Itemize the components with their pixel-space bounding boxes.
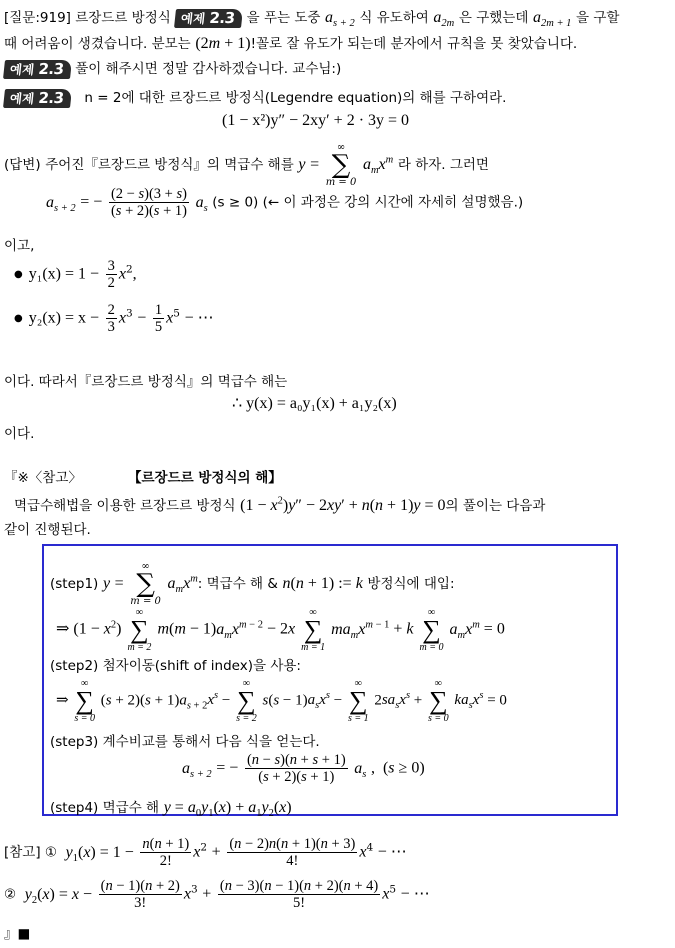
example-badge: 예제 2.3 [174, 9, 243, 28]
reference-header-left: 『※〈참고〉 [4, 470, 82, 486]
recurrence-fraction: $\frac{(2 - s)(3 + s)}{(s + 2)(s + 1)}$ [110, 186, 187, 219]
note-2: ② $y_2(x) = x$ − $\frac{(n - 1)(n + 2)}{3!}$ $x^3$ + $\frac{(n - 3)(n - 1)(n + 2)(n + 4)}{5!}$ $x^5$ − ⋯ [4, 878, 430, 911]
example-badge-2: 예제 2.3 [3, 60, 72, 79]
note-1: [참고] ① $y_1(x) = 1$ − $\frac{n(n + 1)}{2!}$ $x^2$ + $\frac{(n - 2)n(n + 1)(n + 3)}{4!}$ $x^4$ − ⋯ [4, 836, 407, 869]
solution-formula: ∴ y(x) = a₀y₁(x) + a₁y₂(x) [232, 395, 397, 412]
step2-line: (step2) 첨자이동(shift of index)을 사용: [50, 658, 301, 674]
conclusion-text: 이다. 따라서『르장드르 방정식』의 멱급수 해는 [4, 374, 288, 390]
reference-header-right: 【르장드르 방정식의 해】 [128, 470, 282, 486]
step4-line: (step4) 멱급수 해 $y = a_0y_1(x) + a_1y_2(x)$ [50, 799, 292, 820]
reference-line-2: 같이 진행된다. [4, 522, 91, 538]
step1-line: (step1) y = ∞ ∑ m = 0 $a_mx^m$: 멱급수 해 & n(n + 1) := k 방정식에 대입: [50, 561, 455, 607]
and-text: 이고, [4, 238, 35, 254]
sum-symbol: ∞ ∑ m = 0 [325, 142, 357, 188]
step1-equation: ⇒ $(1 - x^2)$ ∞ ∑ m = 2 $m(m - 1)a_mx^{m - 2} - 2x$ ∞ ∑ m = 1 $ma_mx^{m - 1} + k$ ∞ ∑ m = 0 $a_mx^m = 0$ [56, 607, 505, 653]
recurrence-formula: $a_{s + 2}$ = − $\frac{(2 - s)(3 + s)}{(s + 2)(s + 1)}$ $a_s$ (s ≥ 0) (← 이 과정은 강의 시간에 자세히 설명했음.) [46, 186, 524, 219]
reference-line-1: 멱급수해법을 이용한 르장드르 방정식 $(1 - x^2)y'' - 2xy' + n(n + 1)y = 0$의 풀이는 다음과 [14, 495, 546, 514]
end-text: 이다. [4, 426, 35, 442]
question-line-2: 때 어려움이 생겼습니다. 분모는 (2m + 1)!꼴로 잘 유도가 되는데 분자에서 규칙을 못 찾았습니다. [4, 35, 578, 52]
answer-intro: (답변) 주어진『르장드르 방정식』의 멱급수 해를 y = ∞ ∑ m = 0 $a_mx^m$ 라 하자. 그러면 [4, 142, 489, 188]
y2-formula: ● y₂(x) = x − $\frac{2}{3}$ $x^3$ − $\frac{1}{5}$ $x^5$ − ⋯ [14, 302, 214, 335]
step2-equation: ⇒ ∞ ∑ s = 0 $(s + 2)(s + 1)a_{s + 2}x^s$ − ∞ ∑ s = 2 $s(s - 1)a_sx^s$ − ∞ ∑ s = 1 $2sa_sx^s$ + ∞ ∑ s = 0 $ka_sx^s = 0$ [56, 678, 507, 724]
example-line: 예제 2.3 n = 2에 대한 르장드르 방정식(Legendre equation)의 해를 구하여라. [4, 86, 506, 108]
closing-mark: 』■ [4, 926, 31, 942]
question-line-3: 예제 2.3 풀이 해주시면 정말 감사하겠습니다. 교수님:) [4, 57, 341, 79]
step3-line: (step3) 계수비교를 통해서 다음 식을 얻는다. [50, 734, 320, 750]
example-badge-3: 예제 2.3 [3, 89, 72, 108]
step3-formula: $a_{s + 2}$ = − $\frac{(n - s)(n + s + 1)}{(s + 2)(s + 1)}$ $a_s$ , (s ≥ 0) [182, 752, 425, 785]
example-equation: (1 − x²)y″ − 2xy′ + 2 · 3y = 0 [222, 112, 410, 129]
question-prefix: [질문:919] 르장드르 방정식 [4, 10, 171, 26]
y1-formula: ● y₁(x) = 1 − $\frac{3}{2}$ $x^2$, [14, 258, 137, 291]
question-line-1: [질문:919] 르장드르 방정식 예제 2.3 을 푸는 도중 $a_{s + 2}$ 식 유도하여 $a_{2m}$ 은 구했는데 $a_{2m + 1}$ 을 구할 [4, 8, 620, 30]
